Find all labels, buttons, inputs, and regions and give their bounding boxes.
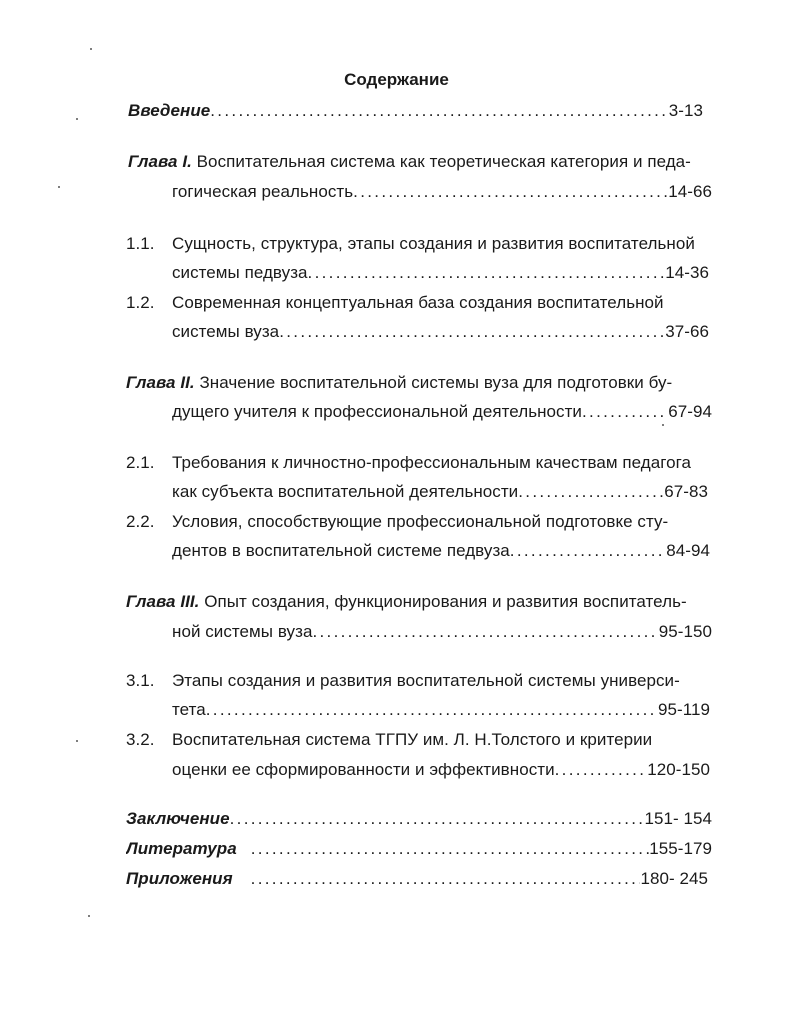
leader-dots <box>230 808 645 830</box>
section-number: 1.2. <box>126 293 155 312</box>
section-title-cont: системы вуза <box>172 322 280 341</box>
scan-speck <box>88 915 90 917</box>
section-number: 2.2. <box>126 512 155 531</box>
section-title: Условия, способствующие профессиональной подготовке сту- <box>172 512 669 531</box>
section-title: Сущность, структура, этапы создания и развития воспитательной <box>172 234 695 253</box>
chapter-label: Глава II. <box>126 373 195 392</box>
scan-speck <box>90 48 92 50</box>
chapter-title-cont: гогическая реальность <box>172 182 354 201</box>
leader-dots <box>518 481 664 503</box>
leader-dots <box>206 699 658 721</box>
toc-pages: 120-150 <box>647 760 710 779</box>
toc-chapter1-line2 <box>172 181 712 203</box>
toc-section-1-1-line1 <box>126 233 695 255</box>
section-title: Современная концептуальная база создания воспитательной <box>172 293 664 312</box>
scan-speck <box>662 424 664 426</box>
toc-pages: 151- 154 <box>644 809 712 828</box>
chapter-title-cont: дущего учителя к профессиональной деятельности <box>172 402 582 421</box>
section-title-cont: оценки ее сформированности и эффективности <box>172 760 555 779</box>
toc-label: Приложения <box>126 869 233 888</box>
toc-pages: 14-36 <box>665 263 709 282</box>
section-title-cont: системы педвуза <box>172 263 308 282</box>
toc-chapter2-line2 <box>172 401 712 423</box>
toc-section-2-2-line2 <box>172 540 710 562</box>
toc-section-3-1-line1 <box>126 670 680 692</box>
chapter-title: Значение воспитательной системы вуза для подготовки бу- <box>199 373 673 392</box>
chapter-label: Глава I. <box>128 152 192 171</box>
toc-entry-literature <box>126 838 712 860</box>
section-number: 3.2. <box>126 730 155 749</box>
toc-pages: 67-83 <box>664 482 708 501</box>
chapter-title: Воспитательная система как теоретическая категория и педа- <box>196 152 691 171</box>
leader-dots <box>251 838 650 860</box>
toc-pages: 14-66 <box>668 182 712 201</box>
toc-entry-intro <box>128 100 703 122</box>
section-title: Этапы создания и развития воспитательной системы универси- <box>172 671 680 690</box>
leader-dots <box>510 540 666 562</box>
chapter-title: Опыт создания, функционирования и развития воспитатель- <box>204 592 687 611</box>
section-number: 2.1. <box>126 453 155 472</box>
leader-dots <box>353 181 668 203</box>
leader-dots <box>279 321 665 343</box>
toc-section-2-1-line2 <box>172 481 708 503</box>
toc-chapter2-line1 <box>126 372 672 394</box>
leader-dots <box>251 868 641 890</box>
section-number: 3.1. <box>126 671 155 690</box>
toc-section-1-2-line2 <box>172 321 709 343</box>
scan-speck <box>76 740 78 742</box>
toc-section-3-2-line2 <box>172 759 710 781</box>
leader-dots <box>555 759 648 781</box>
section-title-cont: тета <box>172 700 206 719</box>
toc-chapter1-line1 <box>128 151 691 173</box>
toc-pages: 84-94 <box>666 541 710 560</box>
toc-section-3-2-line1 <box>126 729 652 751</box>
section-title-cont: дентов в воспитательной системе педвуза <box>172 541 510 560</box>
toc-label: Литература <box>126 839 237 858</box>
toc-pages: 67-94 <box>668 402 712 421</box>
section-title: Требования к личностно-профессиональным качествам педагога <box>172 453 691 472</box>
chapter-label: Глава III. <box>126 592 200 611</box>
toc-pages: 3-13 <box>668 101 703 120</box>
toc-pages: 37-66 <box>665 322 709 341</box>
toc-section-1-2-line1 <box>126 292 664 314</box>
toc-label: Введение <box>128 101 211 120</box>
scan-speck <box>76 118 78 120</box>
toc-section-2-1-line1 <box>126 452 691 474</box>
scan-speck <box>58 186 60 188</box>
leader-dots <box>582 401 668 423</box>
toc-chapter3-line2 <box>172 621 712 643</box>
page-title: Содержание <box>344 70 449 89</box>
leader-dots <box>312 621 658 643</box>
chapter-title-cont: ной системы вуза <box>172 622 313 641</box>
toc-pages: 155-179 <box>649 839 712 858</box>
leader-dots <box>308 262 666 284</box>
section-title: Воспитательная система ТГПУ им. Л. Н.Толстого и критерии <box>172 730 653 749</box>
leader-dots <box>210 100 669 122</box>
toc-entry-conclusion <box>126 808 712 830</box>
toc-pages: 180- 245 <box>640 869 708 888</box>
toc-pages: 95-119 <box>658 700 710 719</box>
toc-section-1-1-line2 <box>172 262 709 284</box>
toc-pages: 95-150 <box>658 622 712 641</box>
section-title-cont: как субъекта воспитательной деятельности <box>172 482 519 501</box>
toc-chapter3-line1 <box>126 591 687 613</box>
toc-section-2-2-line1 <box>126 511 668 533</box>
toc-section-3-1-line2 <box>172 699 710 721</box>
toc-label: Заключение <box>126 809 230 828</box>
section-number: 1.1. <box>126 234 155 253</box>
toc-entry-appendix <box>126 868 708 890</box>
